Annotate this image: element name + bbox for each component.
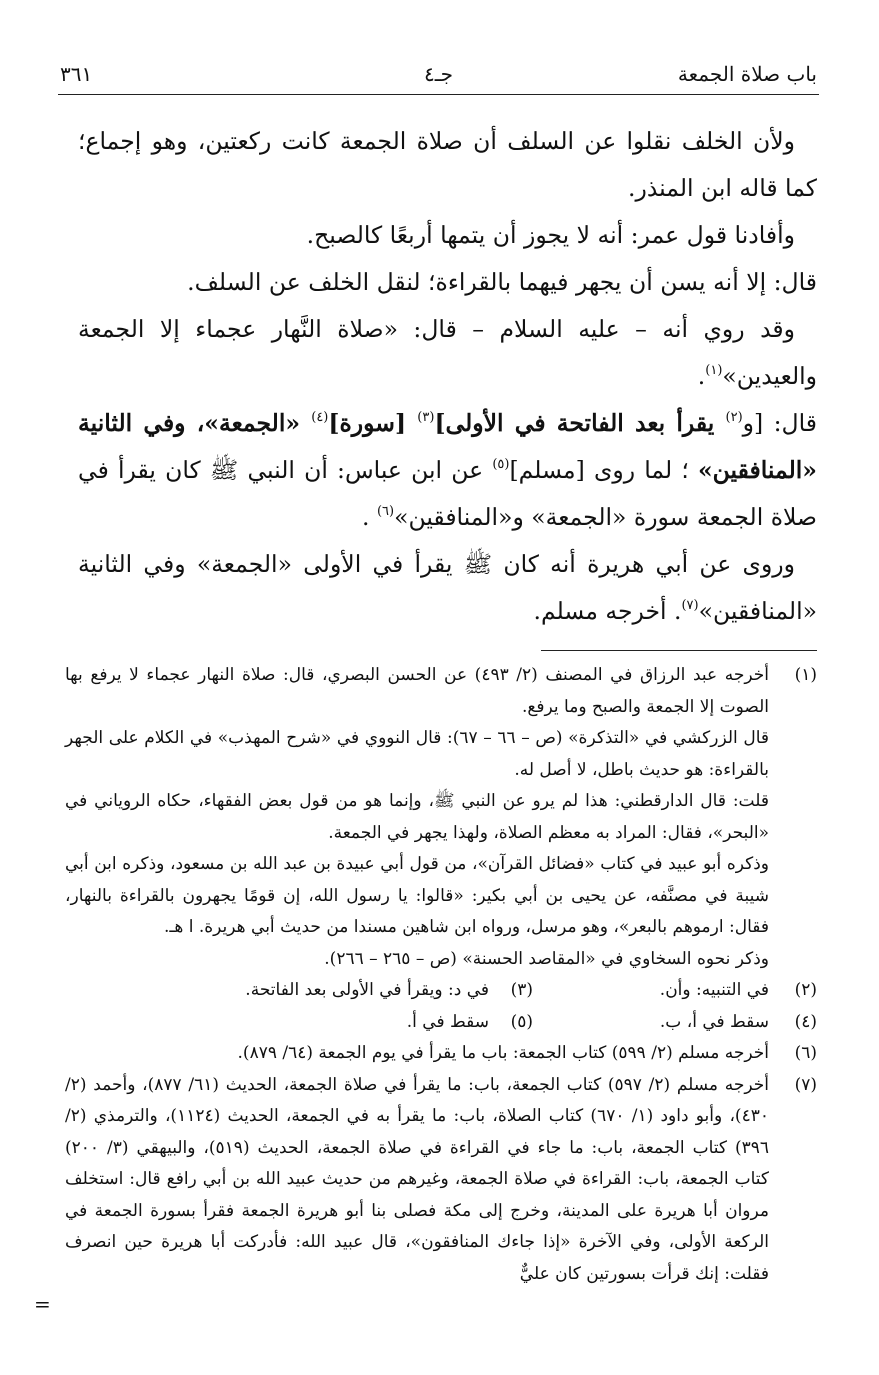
- footnote-5: [189, 1007, 533, 1039]
- footnote-1-line: وذكر نحوه السخاوي في «المقاصد الحسنة» (ص – ٢٦٥ – ٢٦٦).: [324, 948, 769, 969]
- footnote-7-text: أخرجه مسلم (٢/ ٥٩٧) كتاب الجمعة، باب: ما يقرأ في صلاة الجمعة، الحديث (٦١/ ٨٧٧)، وأحمد (٢/ ٤٣٠)، وأبو داود (١/ ٦٧٠) كتاب الصلاة، باب: ما يقرأ به في الجمعة، الحديث (١١٢٤)، والترمذي (٢/ ٣٩٦) كتاب الجمعة، باب: ما جاء في القراءة في صلاة الجمعة، الحديث (٥١٩)، والبيهقي (٣/ ٢٠٠) كتاب الجمعة، باب: القراءة في صلاة الجمعة، وغيرهم من حديث عبيد الله بن أبي رافع قال: استخلف مروان أبا هريرة على المدينة، وخرج إلى مكة فصلى بنا أبو هريرة الجمعة فقرأ بسورة الجمعة في الركعة الأولى، وفي الآخرة «إذا جاءك المنافقون»، قال عبيد الله: فأدركت أبا هريرة حين انصرف فقلت: إنك قرأت بسورتين كان عليٌّ: [65, 1074, 769, 1284]
- footnote-4-marker: (٤): [794, 1011, 817, 1032]
- paragraph-2: وأفادنا قول عمر: أنه لا يجوز أن يتمها أربعًا كالصبح.: [306, 221, 795, 249]
- footnote-ref-7: (٧): [681, 598, 699, 613]
- footnote-ref-4: (٤): [311, 410, 329, 425]
- header-rule: [58, 94, 819, 95]
- footnote-5-text: سقط في أ.: [406, 1011, 489, 1032]
- footnote-6: [65, 1038, 817, 1070]
- footnote-7: [65, 1070, 817, 1291]
- footnote-6-text: أخرجه مسلم (٢/ ٥٩٩) كتاب الجمعة: باب ما يقرأ في يوم الجمعة (٦٤/ ٨٧٩).: [237, 1043, 769, 1063]
- paragraph-6-text: وروى عن أبي هريرة أنه كان ﷺ يقرأ في الأولى «الجمعة» وفي الثانية «المنافقين»: [78, 550, 817, 625]
- paragraph-6-end: . أخرجه مسلم.: [533, 597, 682, 625]
- continuation-mark: =: [34, 1292, 51, 1316]
- footnote-4-text: سقط في أ، ب.: [659, 1011, 769, 1032]
- footnote-ref-2: (٢): [725, 410, 743, 425]
- footnote-3-marker: (٣): [510, 980, 533, 1000]
- footnote-4: [533, 1007, 817, 1039]
- paragraph-1: ولأن الخلف نقلوا عن السلف أن صلاة الجمعة كانت ركعتين، وهو إجماع؛ كما قاله ابن المنذر.: [78, 127, 817, 202]
- paragraph-6: [78, 541, 817, 635]
- footnote-2: [533, 975, 817, 1007]
- footnote-ref-1: (١): [705, 363, 723, 378]
- p5-part-c: [سورة]: [328, 409, 418, 437]
- footnote-1-marker: (١): [794, 665, 817, 685]
- p5-part-d: «الجمعة»، وفي الثانية «المنافقين»: [78, 409, 817, 484]
- page-number: ٣٦١: [60, 62, 93, 86]
- paragraph-4: [78, 306, 817, 400]
- paragraph-5: [78, 400, 817, 541]
- footnote-1: [65, 660, 817, 975]
- footnote-1-line: أخرجه عبد الرزاق في المصنف (٢/ ٤٩٣) عن الحسن البصري، قال: صلاة النهار عجماء لا يرفع بها الصوت إلا الجمعة والصبح وما يرفع.: [65, 665, 769, 717]
- footnote-3: [189, 975, 533, 1007]
- footnote-separator: [541, 650, 817, 651]
- footnote-5-marker: (٥): [510, 1011, 533, 1032]
- footnote-row-2-3: [65, 975, 817, 1007]
- p5-part-g: .: [361, 503, 377, 531]
- footnote-3-text: في د: ويقرأ في الأولى بعد الفاتحة.: [245, 980, 489, 1000]
- footnote-2-text: في التنبيه: وأن.: [659, 980, 769, 1000]
- footnote-7-marker: (٧): [794, 1074, 817, 1095]
- paragraph-3: قال: إلا أنه يسن أن يجهر فيهما بالقراءة؛ لنقل الخلف عن السلف.: [187, 268, 817, 296]
- footnote-1-line: قلت: قال الدارقطني: هذا لم يرو عن النبي ﷺ، وإنما هو من قول بعض الفقهاء، حكاه الروياني في «البحر»، فقال: المراد به معظم الصلاة، ولهذا يجهر في الجمعة.: [65, 791, 769, 843]
- running-header: [60, 58, 817, 92]
- volume-label: جـ٤: [424, 62, 453, 86]
- footnote-1-line: وذكره أبو عبيد في كتاب «فضائل القرآن»، من قول أبي عبيدة بن عبد الله بن مسعود، وذكره ابن أبي شيبة في مصنَّفه، عن يحيى بن أبي بكير: «قالوا: يا رسول الله، إن قومًا يجهرون بالقراءة بالنهار، فقال: ارموهم بالبعر»، وهو مرسل، ورواه ابن شاهين مسندا من حديث أبي هريرة. ا هـ.: [65, 854, 769, 937]
- footnote-ref-6: (٦): [376, 504, 395, 519]
- footnote-ref-5: (٥): [492, 457, 510, 472]
- footnote-row-4-5: [65, 1007, 817, 1039]
- p5-part-f: عن ابن عباس: أن النبي ﷺ كان يقرأ في صلاة الجمعة سورة «الجمعة» و«المنافقين»: [78, 456, 817, 531]
- footnote-6-marker: (٦): [794, 1043, 817, 1063]
- footnote-2-marker: (٢): [794, 980, 817, 1000]
- main-text: [78, 118, 817, 635]
- p5-part-a: قال: [و: [742, 409, 818, 437]
- paragraph-4-text: وقد روي أنه – عليه السلام – قال: «صلاة النَّهار عجماء إلا الجمعة والعيدين»: [78, 315, 817, 390]
- footnote-1-line: قال الزركشي في «التذكرة» (ص – ٦٦ – ٦٧): قال النووي في «شرح المهذب» في الكلام على الجهر بالقراءة: هو حديث باطل، لا أصل له.: [65, 728, 770, 780]
- paragraph-4-end: .: [697, 362, 706, 390]
- footnotes: [65, 660, 817, 1290]
- p5-part-b: يقرأ بعد الفاتحة في الأولى]: [434, 409, 726, 437]
- footnote-ref-3: (٣): [417, 410, 435, 425]
- p5-part-e: ؛ لما روى [مسلم]: [509, 456, 698, 484]
- chapter-title: باب صلاة الجمعة: [677, 62, 817, 86]
